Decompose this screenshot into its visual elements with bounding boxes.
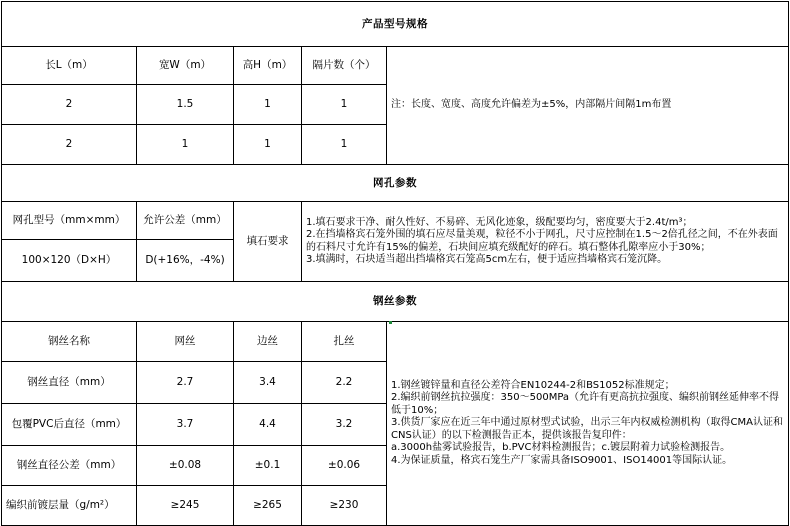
wire-cell-tie: ≥230: [302, 486, 387, 526]
mesh-cell-type: 100×120（D×H）: [2, 240, 137, 282]
product-header-height: 高H（m）: [234, 47, 302, 85]
wire-cell-label: 包覆PVC后直径（mm）: [2, 404, 137, 446]
product-cell-length: 2: [2, 85, 137, 125]
product-header-partitions: 隔片数（个）: [302, 47, 387, 85]
mesh-fill-label: 填石要求: [234, 202, 302, 282]
wire-header-name: 钢丝名称: [2, 322, 137, 362]
wire-note: 4.为保证质量，格宾石笼生产厂家需具备ISO9001、ISO14001等国际认证。: [391, 454, 733, 466]
wire-notes: [387, 322, 789, 526]
wire-cell-edge: ≥265: [234, 486, 302, 526]
product-cell-partitions: 1: [302, 85, 387, 125]
wire-note: 1.钢丝镀锌量和直径公差符合EN10244-2和BS1052标准规定；: [391, 379, 675, 391]
product-cell-width: 1: [137, 125, 234, 165]
wire-cell-mesh: ≥245: [137, 486, 234, 526]
product-cell-length: 2: [2, 125, 137, 165]
mesh-requirement: 3.填满时，石块适当超出挡墙格宾石笼高5cm左右，便于适应挡墙格宾石笼沉降。: [306, 254, 668, 265]
wire-cell-tie: 2.2: [302, 362, 387, 404]
product-note: 注：长度、宽度、高度允许偏差为±5%，内部隔片间隔1m布置: [387, 47, 789, 165]
wire-section-title: 钢丝参数: [2, 282, 789, 322]
wire-cell-tie: 3.2: [302, 404, 387, 446]
wire-cell-edge: ±0.1: [234, 446, 302, 486]
cell-corner-marker: [389, 321, 392, 324]
product-header-width: 宽W（m）: [137, 47, 234, 85]
wire-note: 3.供货厂家应在近三年中通过原材型式试验，出示三年内权威检测机构（取得CMA认证和CNS认证）的以下检测报告正本，提供该报告复印件：: [391, 417, 783, 441]
wire-cell-label: 钢丝直径（mm）: [2, 362, 137, 404]
wire-cell-mesh: 3.7: [137, 404, 234, 446]
product-section-title: 产品型号规格: [2, 2, 789, 47]
wire-header-edge: 边丝: [234, 322, 302, 362]
wire-cell-label: 钢丝直径公差（mm）: [2, 446, 137, 486]
mesh-section-title: 网孔参数: [2, 165, 789, 202]
wire-cell-mesh: ±0.08: [137, 446, 234, 486]
spec-table: [1, 1, 789, 526]
mesh-requirement: 2.在挡墙格宾石笼外围的填石应尽量美观，粒径不小于网孔，尺寸应控制在1.5～2倍孔径之间，不在外表面的石料尺寸允许有15%的偏差，石块间应填充级配好的碎石。填石整体孔隙率应小于30%；: [306, 229, 778, 253]
product-cell-height: 1: [234, 85, 302, 125]
mesh-requirement: 1.填石要求干净、耐久性好、不易碎、无风化迹象，级配要均匀，密度要大于2.4t/m³；: [306, 216, 693, 228]
wire-cell-edge: 4.4: [234, 404, 302, 446]
wire-note: 2.编织前钢丝抗拉强度：350～500MPa（允许有更高抗拉强度、编织前钢丝延伸率不得低于10%；: [391, 392, 780, 416]
wire-note: a.3000h盐雾试验报告，b.PVC材料检测报告；c.镀层附着力试验检测报告。: [391, 442, 731, 454]
mesh-header-tolerance: 允许公差（mm）: [137, 202, 234, 240]
product-header-length: 长L（m）: [2, 47, 137, 85]
wire-header-mesh: 网丝: [137, 322, 234, 362]
mesh-fill-requirements: [302, 202, 789, 282]
product-cell-partitions: 1: [302, 125, 387, 165]
product-cell-height: 1: [234, 125, 302, 165]
mesh-header-type: 网孔型号（mm×mm）: [2, 202, 137, 240]
wire-cell-edge: 3.4: [234, 362, 302, 404]
wire-cell-mesh: 2.7: [137, 362, 234, 404]
wire-header-tie: 扎丝: [302, 322, 387, 362]
mesh-cell-tolerance: D(+16%，-4%): [137, 240, 234, 282]
wire-cell-label: 编织前镀层量（g/m²）: [2, 486, 137, 526]
product-cell-width: 1.5: [137, 85, 234, 125]
wire-cell-tie: ±0.06: [302, 446, 387, 486]
